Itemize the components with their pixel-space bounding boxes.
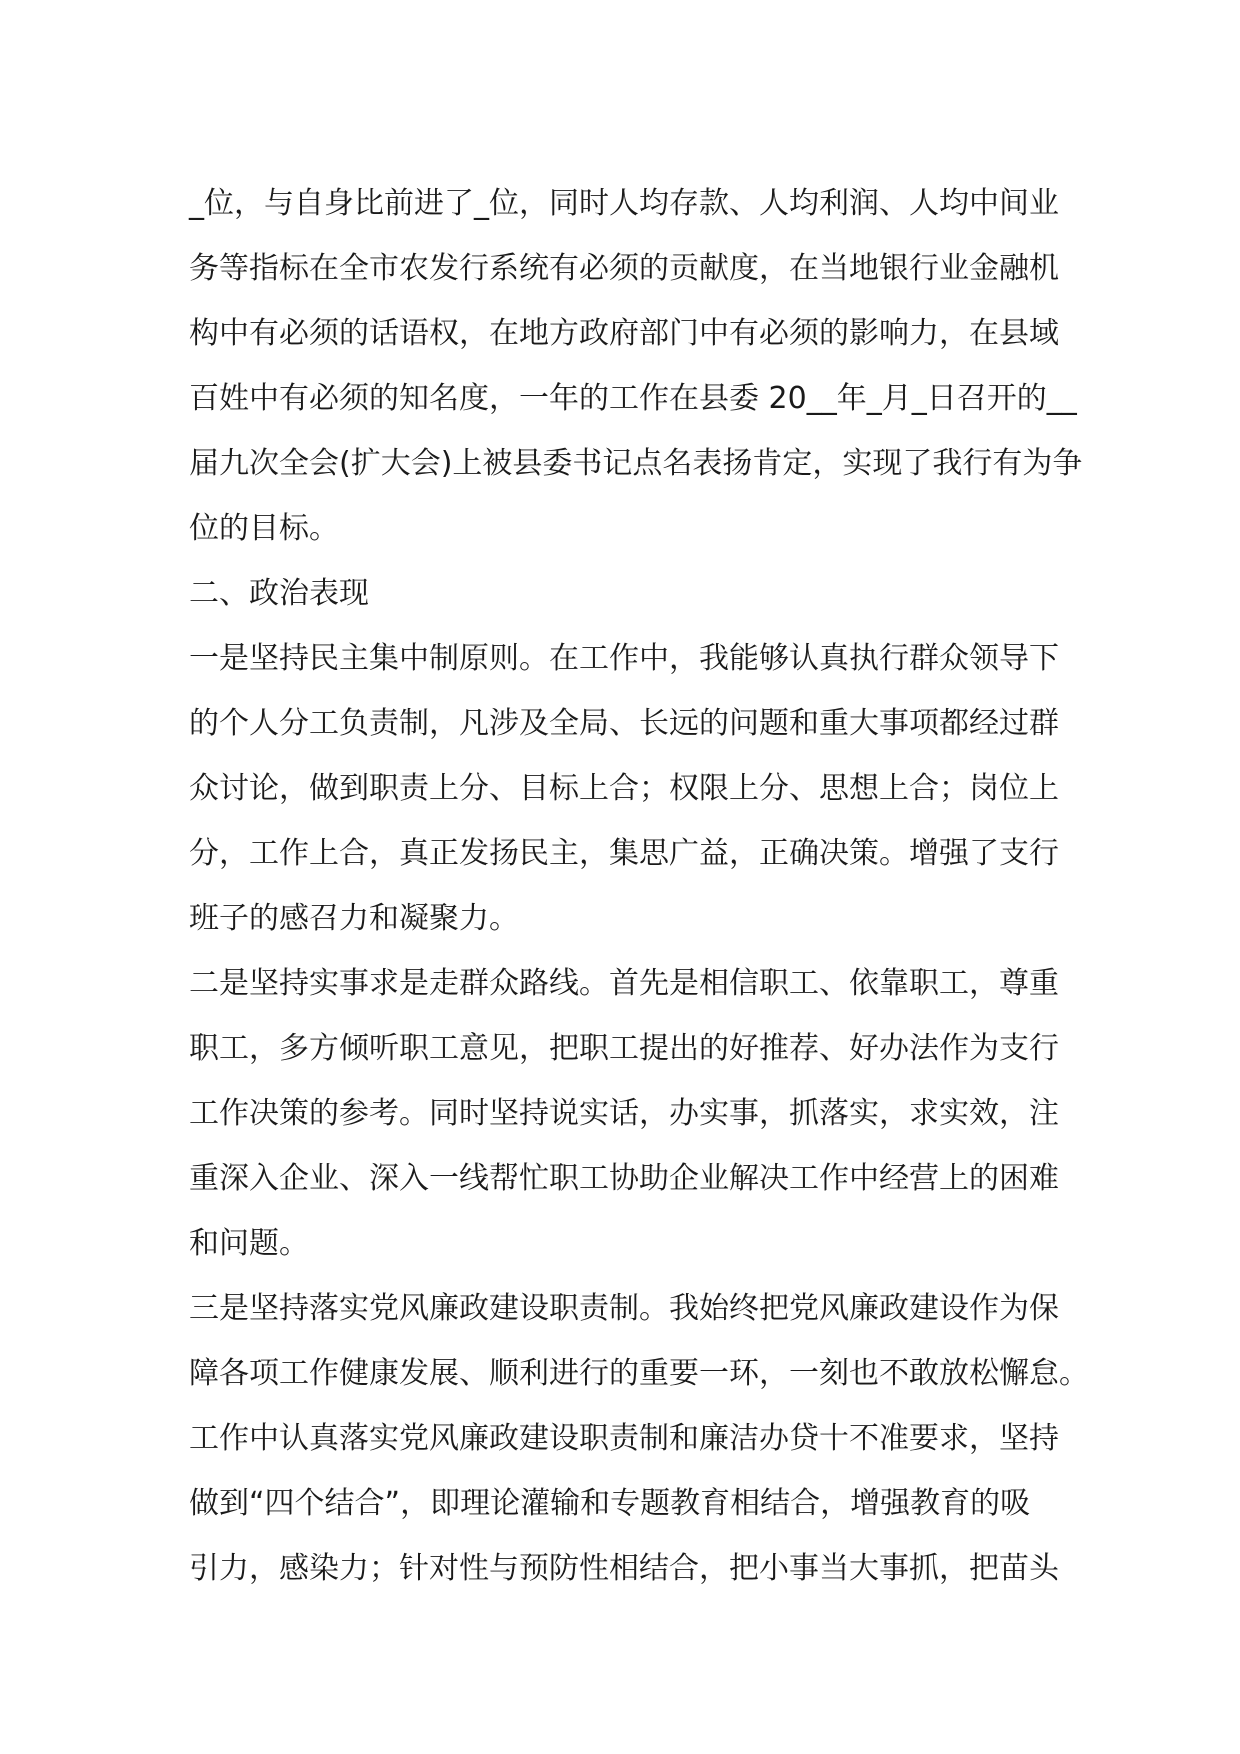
text-line-8: 一是坚持民主集中制原则。在工作中，我能够认真执行群众领导下 xyxy=(189,641,1059,676)
text-line-2: 务等指标在全市农发行系统有必须的贡献度，在当地银行业金融机 xyxy=(189,251,1059,286)
text-line-3: 构中有必须的话语权，在地方政府部门中有必须的影响力，在县域 xyxy=(189,316,1059,351)
text-line-22: 引力，感染力；针对性与预防性相结合，把小事当大事抓，把苗头 xyxy=(189,1551,1059,1586)
text-line-9: 的个人分工负责制，凡涉及全局、长远的问题和重大事项都经过群 xyxy=(189,706,1059,741)
text-line-15: 工作决策的参考。同时坚持说实话，办实事，抓落实，求实效，注 xyxy=(189,1096,1059,1131)
section-heading: 二、政治表现 xyxy=(189,576,369,611)
text-line-18: 三是坚持落实党风廉政建设职责制。我始终把党风廉政建设作为保 xyxy=(189,1291,1059,1326)
text-line-11: 分，工作上合，真正发扬民主，集思广益，正确决策。增强了支行 xyxy=(189,836,1059,871)
text-line-5: 届九次全会(扩大会)上被县委书记点名表扬肯定，实现了我行有为争 xyxy=(189,446,1083,481)
text-line-21: 做到“四个结合”，即理论灌输和专题教育相结合，增强教育的吸 xyxy=(189,1486,1031,1521)
text-line-20: 工作中认真落实党风廉政建设职责制和廉洁办贷十不准要求，坚持 xyxy=(189,1421,1059,1456)
text-line-13: 二是坚持实事求是走群众路线。首先是相信职工、依靠职工，尊重 xyxy=(189,966,1059,1001)
text-line-16: 重深入企业、深入一线帮忙职工协助企业解决工作中经营上的困难 xyxy=(189,1161,1059,1196)
text-line-10: 众讨论，做到职责上分、目标上合；权限上分、思想上合；岗位上 xyxy=(189,771,1059,806)
document-body xyxy=(189,171,1089,1601)
text-line-6: 位的目标。 xyxy=(189,511,339,546)
text-line-17: 和问题。 xyxy=(189,1226,309,1261)
text-line-14: 职工，多方倾听职工意见，把职工提出的好推荐、好办法作为支行 xyxy=(189,1031,1059,1066)
text-line-12: 班子的感召力和凝聚力。 xyxy=(189,901,519,936)
text-line-4: 百姓中有必须的知名度，一年的工作在县委 20__年_月_日召开的__ xyxy=(189,381,1077,416)
text-line-19: 障各项工作健康发展、顺利进行的重要一环，一刻也不敢放松懈怠。 xyxy=(189,1356,1089,1391)
text-line-1: _位，与自身比前进了_位，同时人均存款、人均利润、人均中间业 xyxy=(189,186,1059,221)
